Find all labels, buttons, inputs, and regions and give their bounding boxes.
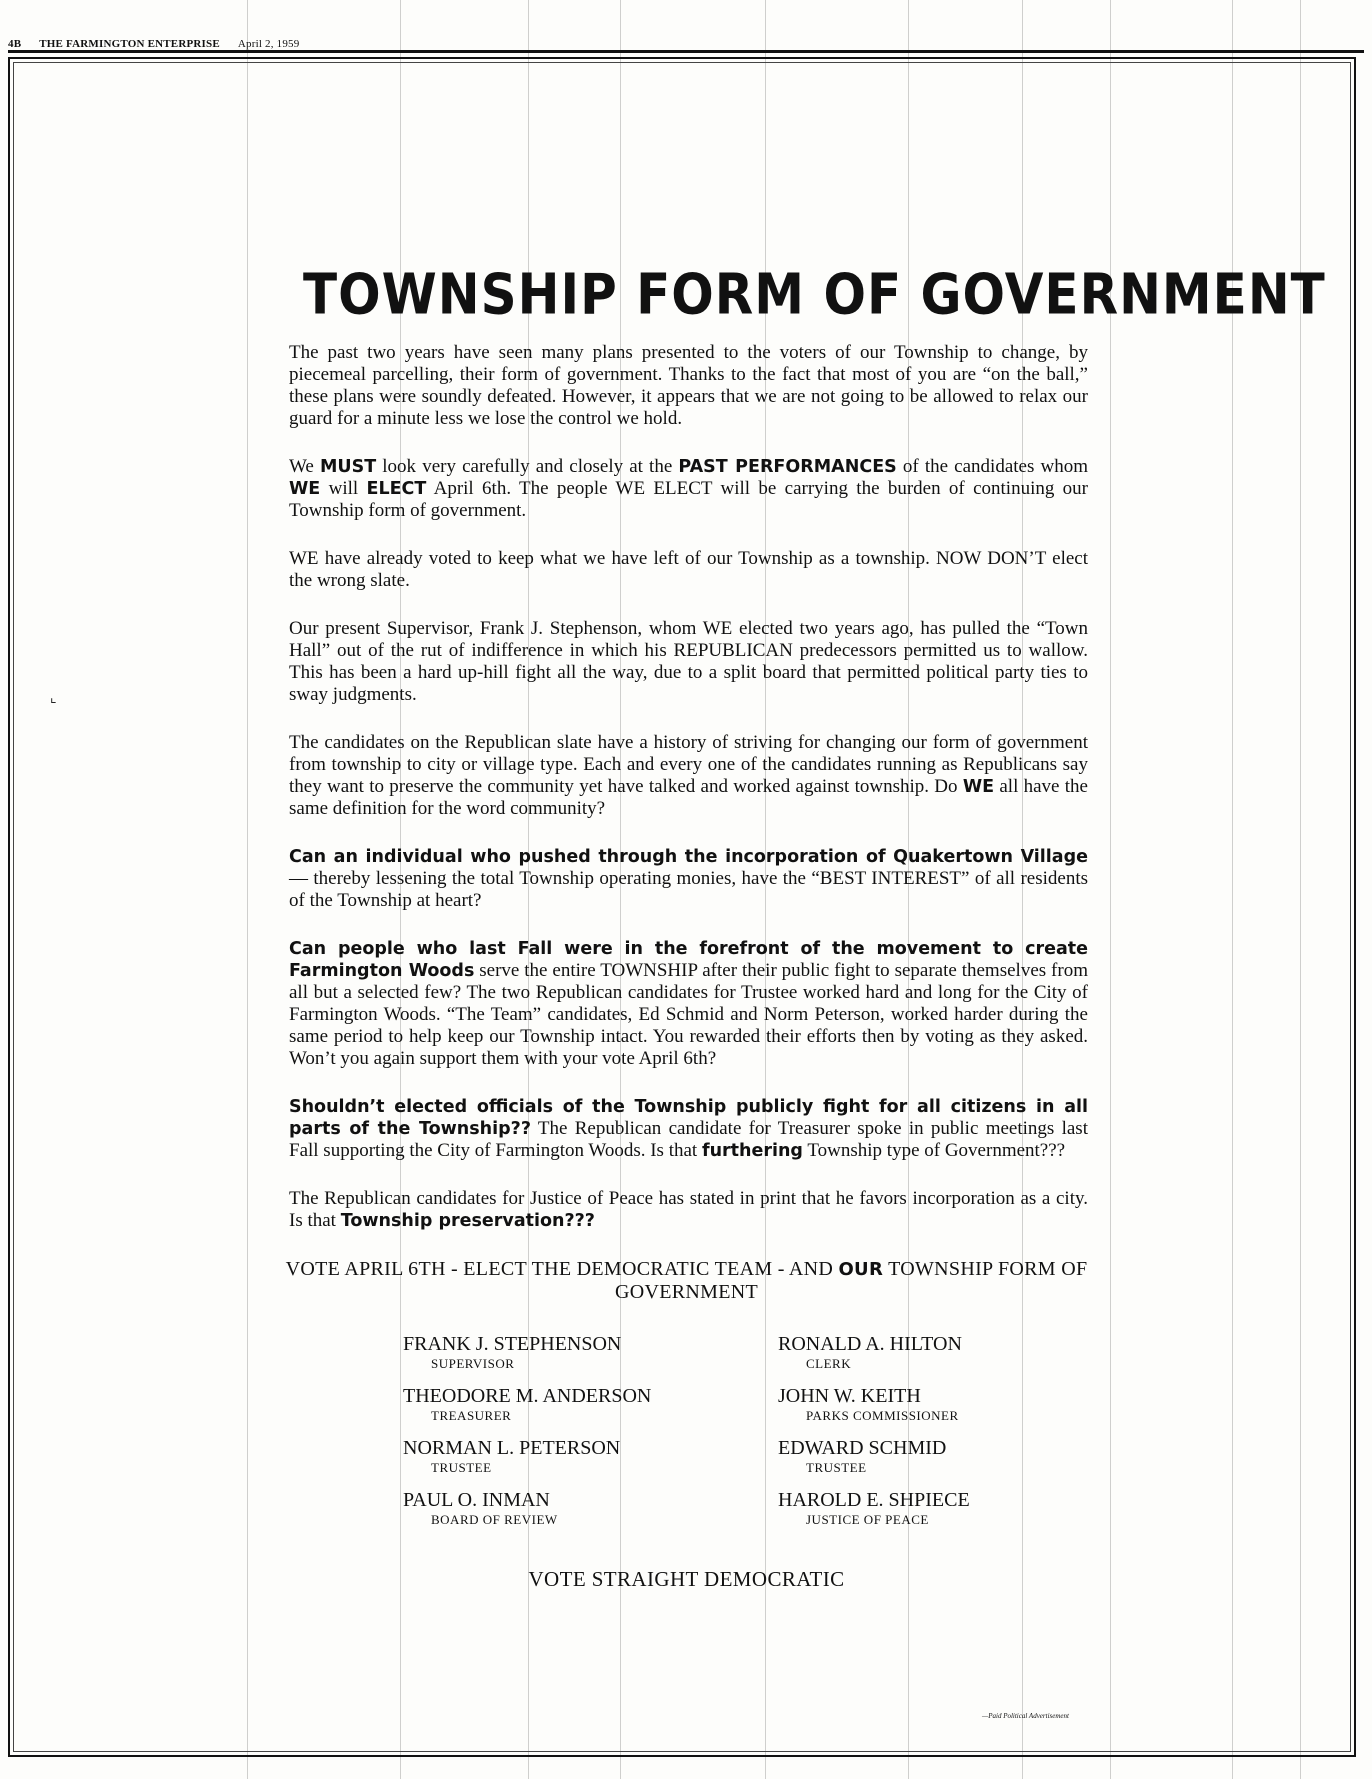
paragraph-1: The past two years have seen many plans presented to the voters of our Township to change, by piecemeal parcelling, their form of government. Thanks to the fact that most of you are “on the ball,” these plans were soundly defeated. However, it appears that we are not going to be allowed to relax our guard for a minute less we lose the control we hold. [289, 342, 1088, 429]
emphasis: PAST PERFORMANCES [678, 457, 897, 477]
candidate-office: TRUSTEE [806, 1460, 867, 1475]
text-run: serve the entire TOWNSHIP after their public fight to separate themselves from all but a selected few? The two Republican candidates for Trustee worked hard and long for the City of Farmington Woods. “The Team” candidates, Ed Schmid and Norm Peterson, worked harder during the same period to help keep our Township intact. You rewarded their efforts then by voting as they asked. Won’t you again support them with your vote April 6th? [289, 960, 1088, 1069]
page-number: 4B [8, 38, 22, 50]
candidate-entry [778, 1437, 1098, 1477]
text-run: look very carefully and closely at the [376, 456, 679, 477]
emphasis: WE [289, 479, 321, 499]
emphasis: furthering [701, 1141, 803, 1161]
issue-date: April 2, 1959 [237, 38, 300, 50]
candidate-slate [403, 1333, 1088, 1529]
paragraph-6 [289, 846, 1088, 912]
text-run: We [289, 456, 320, 477]
candidate-entry [403, 1437, 778, 1477]
closing-slogan: VOTE STRAIGHT DEMOCRATIC [528, 1567, 845, 1591]
candidate-name: HAROLD E. SHPIECE [778, 1489, 970, 1511]
candidate-name: FRANK J. STEPHENSON [403, 1333, 622, 1355]
text-run: Township type of Government??? [802, 1140, 1066, 1161]
text-run: — thereby lessening the total Township operating monies, have the “BEST INTEREST” of all residents of the Township at heart? [289, 868, 1088, 911]
newspaper-name: THE FARMINGTON ENTERPRISE [39, 38, 220, 50]
candidate-entry [403, 1385, 778, 1425]
candidate-name: RONALD A. HILTON [778, 1333, 962, 1355]
candidate-entry [778, 1333, 1098, 1373]
paragraph-4: Our present Supervisor, Frank J. Stephenson, whom WE elected two years ago, has pulled the “Town Hall” out of the rut of indifference in which his REPUBLICAN predecessors permitted us to wallow. This has been a hard up-hill fight all the way, due to a split board that permitted political party ties to sway judgments. [289, 618, 1088, 705]
text-run: all have the same definition for the word community? [289, 776, 1088, 819]
text-run: of the candidates whom [896, 456, 1088, 477]
candidate-office: CLERK [806, 1356, 852, 1371]
emphasis: Can people who last Fall were in the forefront of the movement to create Farmington Woods [289, 939, 1088, 981]
emphasis: Township preservation??? [340, 1211, 595, 1231]
text-run: April 6th. The people WE ELECT will be carrying the burden of continuing our Township form of government. [289, 478, 1088, 521]
paragraph-9 [289, 1188, 1088, 1232]
candidate-entry [778, 1489, 1098, 1529]
candidate-entry [403, 1489, 778, 1529]
margin-mark: ⌞ [50, 691, 57, 706]
emphasis: WE [962, 777, 995, 797]
candidate-entry [403, 1333, 778, 1373]
emphasis: ELECT [366, 479, 427, 499]
paragraph-8 [289, 1096, 1088, 1162]
candidate-entry [778, 1385, 1098, 1425]
candidate-office: JUSTICE OF PEACE [806, 1512, 929, 1527]
candidate-name: EDWARD SCHMID [778, 1437, 947, 1459]
paragraph-5 [289, 732, 1088, 820]
emphasis: OUR [838, 1259, 884, 1280]
text-run: The Republican candidates for Justice of Peace has stated in print that he favors incorporation as a city. Is that [289, 1188, 1088, 1231]
political-advertisement [285, 262, 1326, 1592]
header-rule [8, 50, 1364, 53]
candidate-name: JOHN W. KEITH [778, 1385, 921, 1407]
text-run: The candidates on the Republican slate have a history of striving for changing our form of government from township to city or village type. Each and every one of the candidates running as Republicans say they want to preserve the community yet have talked and worked against township. Do [289, 732, 1088, 797]
candidate-office: TREASURER [431, 1408, 512, 1423]
emphasis: MUST [319, 457, 377, 477]
candidate-office: BOARD OF REVIEW [431, 1512, 558, 1527]
candidate-office: TRUSTEE [431, 1460, 492, 1475]
text-run: The Republican candidate for Treasurer spoke in public meetings last Fall supporting the City of Farmington Woods. Is that [289, 1118, 1088, 1161]
paragraph-3: WE have already voted to keep what we have left of our Township as a township. NOW DON’T elect the wrong slate. [289, 548, 1088, 591]
candidate-office: PARKS COMMISSIONER [806, 1408, 959, 1423]
text-run: VOTE APRIL 6TH - ELECT THE DEMOCRATIC TEAM - AND [285, 1258, 839, 1280]
candidate-name: THEODORE M. ANDERSON [403, 1385, 652, 1407]
candidate-office: SUPERVISOR [431, 1356, 515, 1371]
vote-slogan [285, 1258, 1088, 1303]
paragraph-7 [289, 938, 1088, 1070]
candidate-name: PAUL O. INMAN [403, 1489, 550, 1511]
text-run: will [320, 478, 367, 499]
text-run: TOWNSHIP FORM OF GOVERNMENT [615, 1258, 1088, 1303]
emphasis: Can an individual who pushed through the incorporation of Quakertown Village [289, 847, 1088, 867]
ad-headline: TOWNSHIP FORM OF GOVERNMENT [303, 262, 1326, 327]
paid-advertisement-notice: —Paid Political Advertisement [982, 1712, 1069, 1720]
candidate-name: NORMAN L. PETERSON [403, 1437, 621, 1459]
paragraph-2 [289, 456, 1088, 522]
emphasis: Shouldn’t elected officials of the Township publicly fight for all citizens in all parts of the Township?? [289, 1097, 1088, 1139]
